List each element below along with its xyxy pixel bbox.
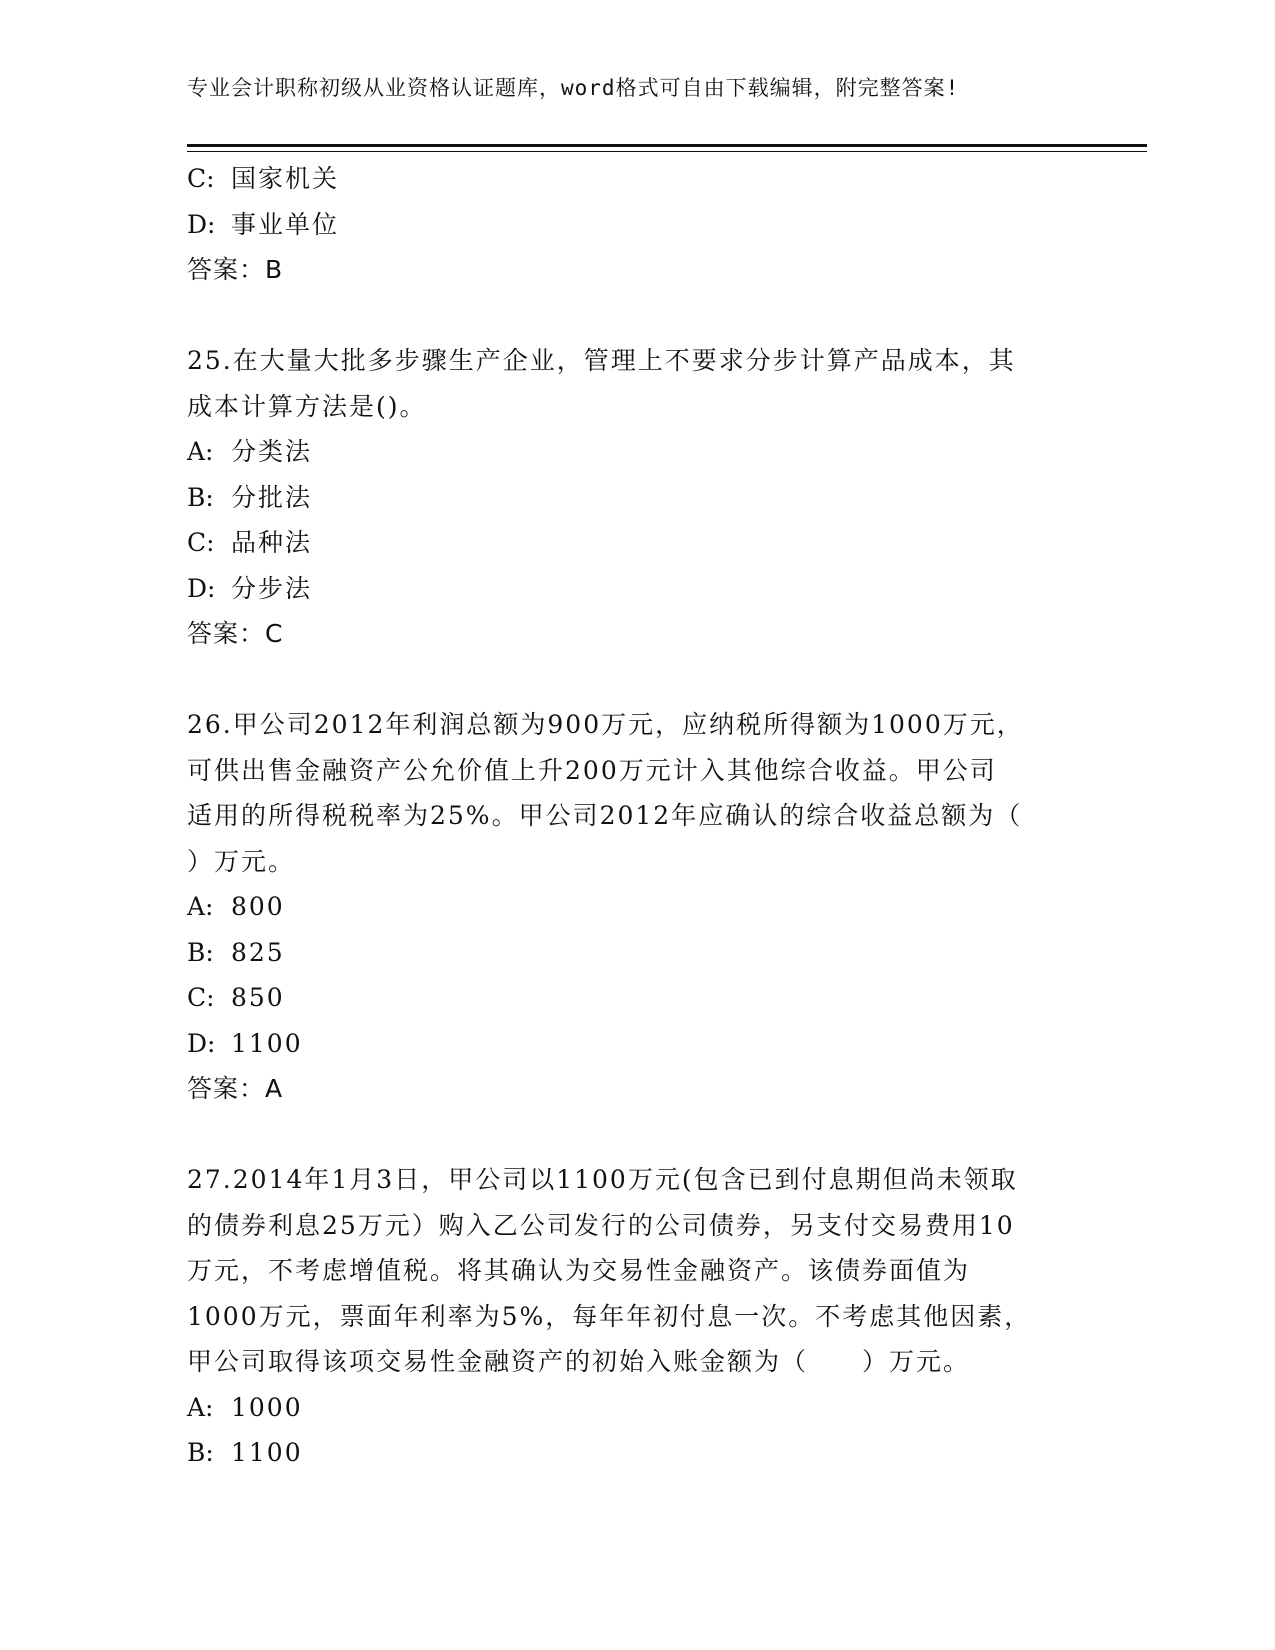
question-line: 甲公司取得该项交易性金融资产的初始入账金额为（ ）万元。 (187, 1347, 971, 1376)
question-line: 成本计算方法是()。 (187, 391, 427, 421)
option-b (187, 930, 1087, 976)
question-text (187, 338, 1067, 429)
option-text: 1100 (231, 1028, 303, 1058)
option-label: D: (187, 573, 216, 603)
option-label: C: (187, 983, 215, 1012)
option-text: 825 (231, 937, 285, 967)
option-d (187, 1021, 1087, 1067)
option-label: A: (187, 1392, 214, 1422)
spacer (187, 1112, 1087, 1158)
question-line: 1000万元，票面年利率为5%，每年年初付息一次。不考虑其他因素， (187, 1301, 1032, 1331)
option-text: 品种法 (231, 528, 313, 557)
question-line: 万元，不考虑增值税。将其确认为交易性金融资产。该债券面值为 (187, 1256, 971, 1285)
option-b (187, 1430, 1087, 1476)
option-c (187, 520, 1087, 566)
question-line: 25.在大量大批多步骤生产企业，管理上不要求分步计算产品成本，其 (187, 346, 1016, 375)
option-label: A: (187, 437, 214, 466)
option-d (187, 566, 1087, 612)
option-a (187, 884, 1087, 930)
option-text: 800 (231, 892, 285, 921)
question-line: 适用的所得税税率为25%。甲公司2012年应确认的综合收益总额为（ (187, 801, 1023, 830)
answer: 答案：A (187, 1074, 284, 1103)
header-rule-thick (187, 144, 1147, 147)
option-label: C: (187, 164, 215, 193)
option-text: 分步法 (231, 573, 313, 603)
option-label: D: (187, 1028, 216, 1058)
question-text (187, 702, 1067, 884)
option-b (187, 475, 1087, 521)
option-a (187, 429, 1087, 475)
question-26 (187, 702, 1087, 1112)
option-label: B: (187, 482, 214, 512)
spacer (187, 657, 1087, 703)
document-body (187, 156, 1087, 1476)
question-24 (187, 156, 1087, 293)
question-25 (187, 338, 1087, 657)
question-27 (187, 1157, 1087, 1476)
question-line: ）万元。 (187, 846, 296, 876)
option-text: 分批法 (231, 482, 313, 512)
option-c (187, 975, 1087, 1021)
option-label: D: (187, 209, 216, 239)
option-d (187, 202, 1087, 248)
option-text: 国家机关 (231, 164, 340, 193)
answer: 答案：B (187, 255, 284, 284)
page-header: 专业会计职称初级从业资格认证题库，word格式可自由下载编辑，附完整答案! (187, 76, 960, 100)
option-a (187, 1385, 1087, 1431)
option-label: B: (187, 1438, 214, 1467)
option-label: C: (187, 528, 215, 557)
option-text: 850 (231, 983, 285, 1012)
question-text (187, 1157, 1067, 1385)
answer: 答案：C (187, 619, 284, 648)
spacer (187, 293, 1087, 339)
option-label: B: (187, 937, 214, 967)
option-text: 1000 (231, 1392, 303, 1422)
option-label: A: (187, 892, 214, 921)
header-rule-thin (187, 151, 1147, 152)
question-line: 可供出售金融资产公允价值上升200万元计入其他综合收益。甲公司 (187, 755, 997, 785)
option-text: 事业单位 (231, 209, 340, 239)
option-text: 1100 (231, 1438, 303, 1467)
question-line: 的债券利息25万元）购入乙公司发行的公司债券，另支付交易费用10 (187, 1210, 1015, 1240)
option-text: 分类法 (231, 437, 313, 466)
question-line: 27.2014年1月3日，甲公司以1100万元(包含已到付息期但尚未领取 (187, 1165, 1018, 1194)
option-c (187, 156, 1087, 202)
question-line: 26.甲公司2012年利润总额为900万元，应纳税所得额为1000万元， (187, 710, 1024, 739)
